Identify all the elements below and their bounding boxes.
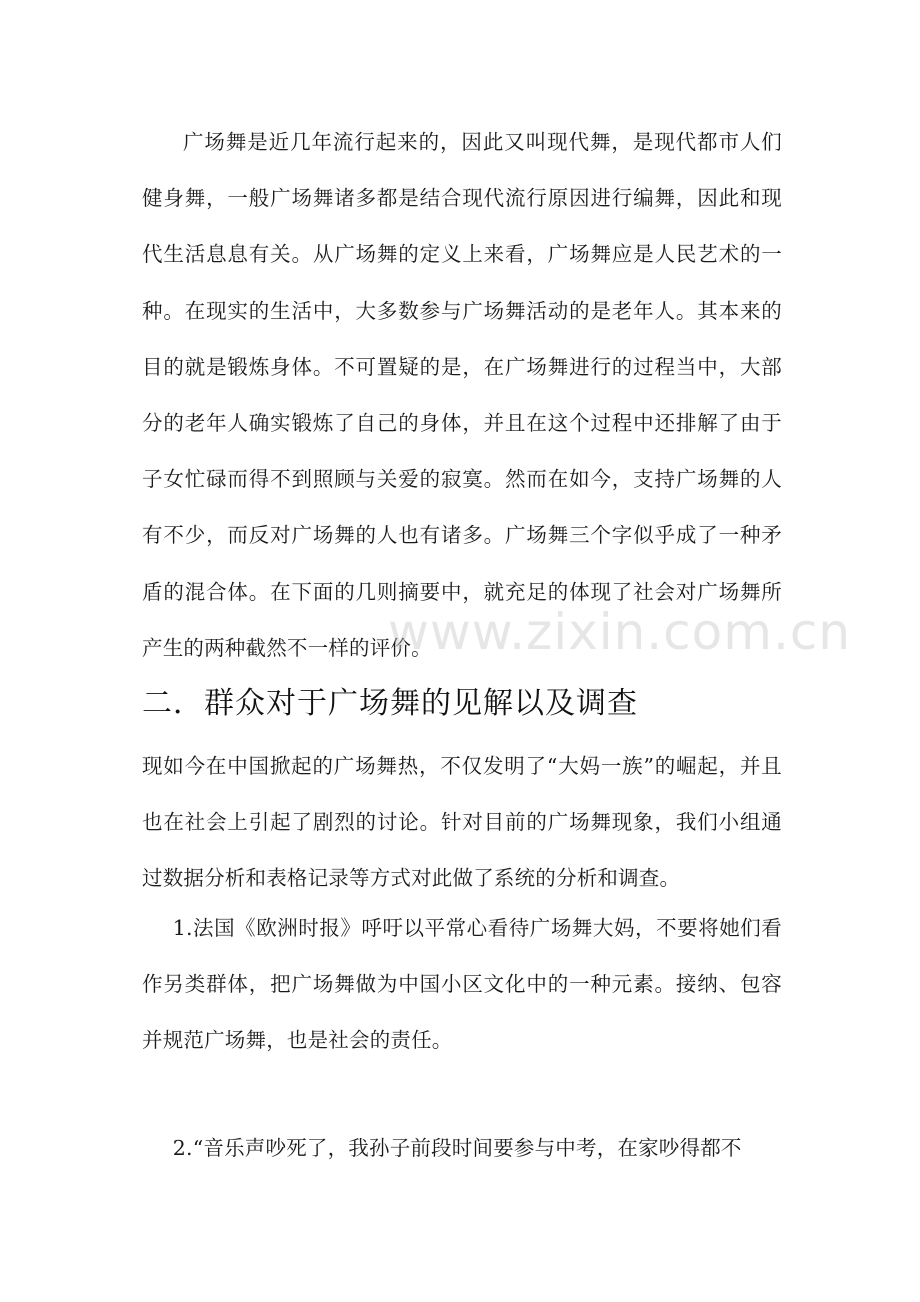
quote-item-1: 1.法国《欧洲时报》呼吁以平常心看待广场舞大妈，不要将她们看作另类群体，把广场舞做为中国小区文化中的一种元素。接纳、包容并规范广场舞，也是社会的责任。: [142, 916, 782, 1053]
watermark: www.zixin.com.cn: [388, 603, 852, 661]
quote-item-2: 2.“音乐声吵死了，我孙子前段时间要参与中考，在家吵得都不: [172, 1136, 742, 1160]
body-paragraph-survey: 现如今在中国掀起的广场舞热，不仅发明了“大妈一族”的崛起，并且也在社会上引起了剧烈的讨论。针对目前的广场舞现象，我们小组通过数据分析和表格记录等方式对此做了系统的分析和调查。: [142, 754, 782, 891]
section-heading: 二．群众对于广场舞的见解以及调查: [142, 686, 638, 721]
body-paragraph-intro: 广场舞是近几年流行起来的，因此又叫现代舞，是现代都市人们健身舞，一般广场舞诸多都是结合现代流行原因进行编舞，因此和现代生活息息有关。从广场舞的定义上来看，广场舞应是人民艺术的一种。在现实的生活中，大多数参与广场舞活动的是老年人。其本来的目的就是锻炼身体。不可置疑的是，在广场舞进行的过程当中，大部分的老年人确实锻炼了自己的身体，并且在这个过程中还排解了由于子女忙碌而得不到照顾与关爱的寂寞。然而在如今，支持广场舞的人有不少，而反对广场舞的人也有诸多。广场舞三个字似乎成了一种矛盾的混合体。在下面的几则摘要中，就充足的体现了社会对广场舞所产生的两种截然不一样的评价。: [142, 130, 782, 660]
